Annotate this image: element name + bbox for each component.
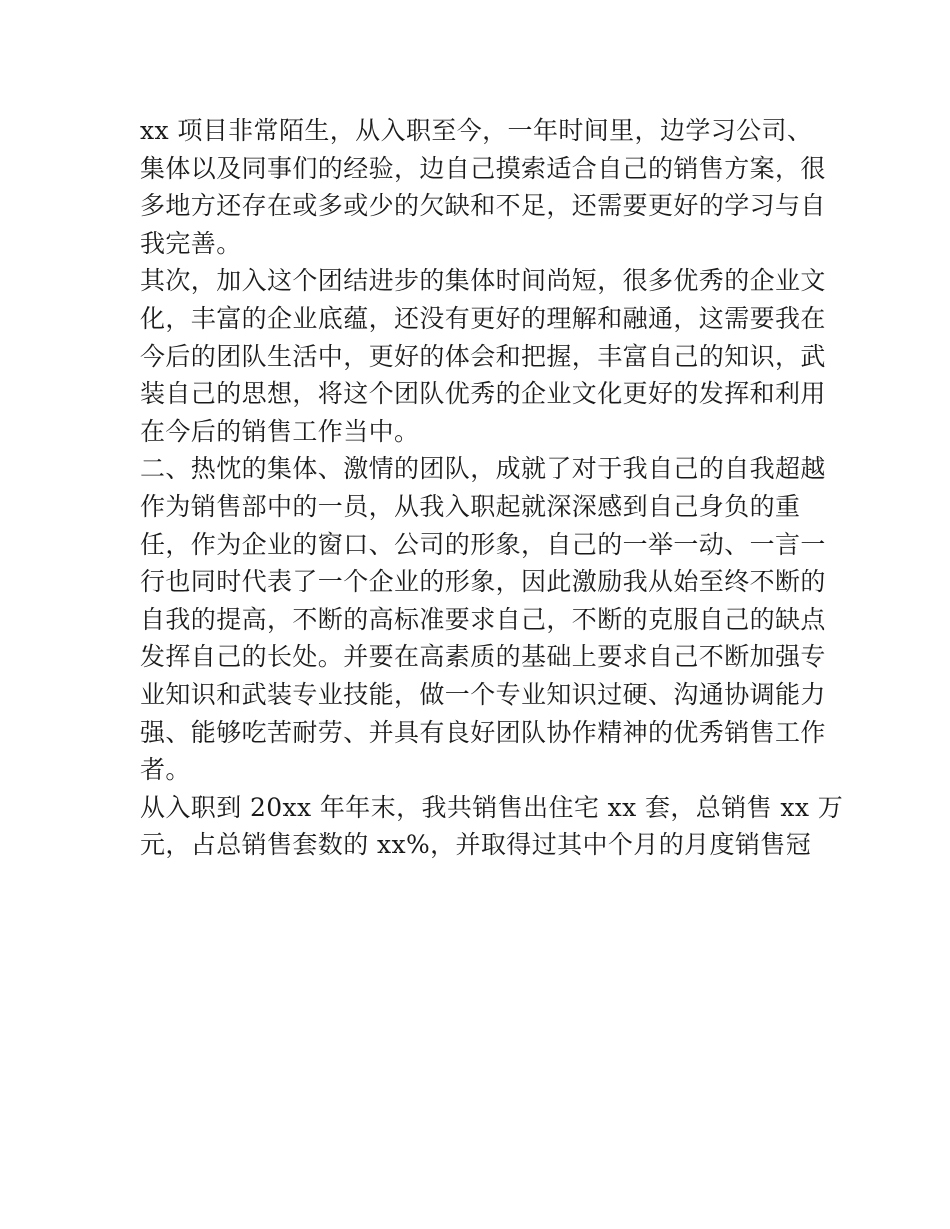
text-line: 强、能够吃苦耐劳、并具有良好团队协作精神的优秀销售工作 [140, 717, 826, 747]
text-line: 发挥自己的长处。并要在高素质的基础上要求自己不断加强专 [140, 642, 826, 672]
document-body [140, 112, 844, 864]
text-line: 行也同时代表了一个企业的形象，因此激励我从始至终不断的 [140, 567, 826, 597]
text-line: 者。 [140, 755, 191, 785]
text-line: 从入职到 20xx 年年末，我共销售出住宅 xx 套，总销售 xx 万 [140, 792, 844, 822]
text-line: 自我的提高，不断的高标准要求自己，不断的克服自己的缺点 [140, 604, 826, 634]
text-line: xx 项目非常陌生，从入职至今，一年时间里，边学习公司、 [140, 116, 813, 145]
text-line: 其次，加入这个团结进步的集体时间尚短，很多优秀的企业文 [140, 266, 826, 296]
text-line: 业知识和武装专业技能，做一个专业知识过硬、沟通协调能力 [140, 679, 826, 709]
text-line: 多地方还存在或多或少的欠缺和不足，还需要更好的学习与自 [140, 191, 826, 221]
text-line: 二、热忱的集体、激情的团队，成就了对于我自己的自我超越 [140, 454, 826, 484]
text-line: 作为销售部中的一员，从我入职起就深深感到自己身负的重 [140, 491, 801, 521]
text-line: 今后的团队生活中，更好的体会和把握，丰富自己的知识，武 [140, 341, 826, 371]
text-line: 我完善。 [140, 228, 242, 258]
text-line: 在今后的销售工作当中。 [140, 416, 420, 446]
text-line: 任，作为企业的窗口、公司的形象，自己的一举一动、一言一 [140, 529, 826, 559]
text-line: 装自己的思想，将这个团队优秀的企业文化更好的发挥和利用 [140, 379, 826, 409]
text-line: 元，占总销售套数的 xx%，并取得过其中个月的月度销售冠 [140, 830, 812, 860]
text-line: 集体以及同事们的经验，边自己摸索适合自己的销售方案，很 [140, 153, 826, 183]
text-line: 化，丰富的企业底蕴，还没有更好的理解和融通，这需要我在 [140, 303, 826, 333]
